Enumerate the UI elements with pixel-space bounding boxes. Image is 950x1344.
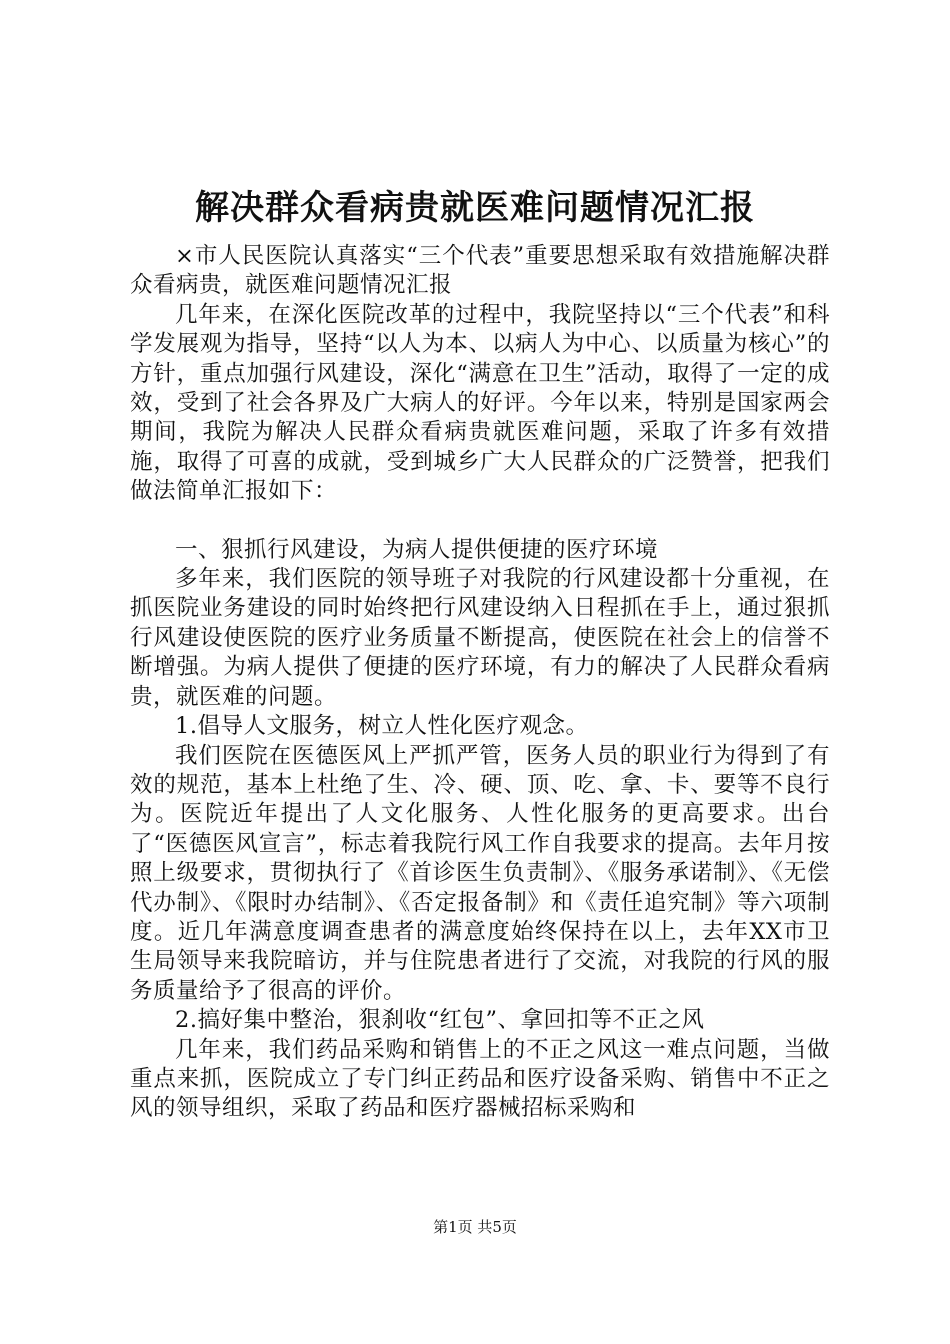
section-1-paragraph: 多年来，我们医院的领导班子对我院的行风建设都十分重视，在抓医院业务建设的同时始终把行风建设纳入日程抓在手上，通过狠抓行风建设使医院的医疗业务质量不断提高，使医院在社会上的信誉不断增强。为病人提供了便捷的医疗环境，有力的解决了人民群众看病贵，就医难的问题。 — [130, 566, 830, 710]
overview-paragraph: 几年来，在深化医院改革的过程中，我院坚持以“三个代表”和科学发展观为指导，坚持“以人为本、以病人为中心、以质量为核心”的方针，重点加强行风建设，深化“满意在卫生”活动，取得了一定的成效，受到了社会各界及广大病人的好评。今年以来，特别是国家两会期间，我院为解决人民群众看病贵就医难问题，采取了许多有效措施，取得了可喜的成就，受到城乡广大人民群众的广泛赞誉，把我们做法简单汇报如下： — [130, 301, 830, 505]
subsection-2-paragraph: 几年来，我们药品采购和销售上的不正之风这一难点问题，当做重点来抓，医院成立了专门纠正药品和医疗设备采购、销售中不正之风的领导组织，采取了药品和医疗器械招标采购和 — [130, 1036, 830, 1122]
intro-paragraph: ×市人民医院认真落实“三个代表”重要思想采取有效措施解决群众看病贵，就医难问题情况汇报 — [130, 243, 830, 299]
page-footer: 第1页 共5页 — [433, 1218, 517, 1236]
subsection-heading-1: 1.倡导人文服务，树立人性化医疗观念。 — [175, 713, 589, 740]
subsection-heading-2: 2.搞好集中整治，狠刹收“红包”、拿回扣等不正之风 — [175, 1007, 705, 1034]
section-heading-1: 一、狠抓行风建设，为病人提供便捷的医疗环境 — [175, 536, 659, 563]
document-body — [130, 242, 830, 1124]
subsection-1-paragraph: 我们医院在医德医风上严抓严管，医务人员的职业行为得到了有效的规范，基本上杜绝了生、冷、硬、顶、吃、拿、卡、要等不良行为。医院近年提出了人文化服务、人性化服务的更高要求。出台了“医德医风宣言”，标志着我院行风工作自我要求的提高。去年月按照上级要求，贯彻执行了《首诊医生负责制》、《服务承诺制》、《无偿代办制》、《限时办结制》、《否定报备制》和《责任追究制》等六项制度。近几年满意度调查患者的满意度始终保持在以上，去年XX市卫生局领导来我院暗访，并与住院患者进行了交流，对我院的行风的服务质量给予了很高的评价。 — [130, 742, 830, 1004]
document-title: 解决群众看病贵就医难问题情况汇报 — [195, 188, 755, 228]
